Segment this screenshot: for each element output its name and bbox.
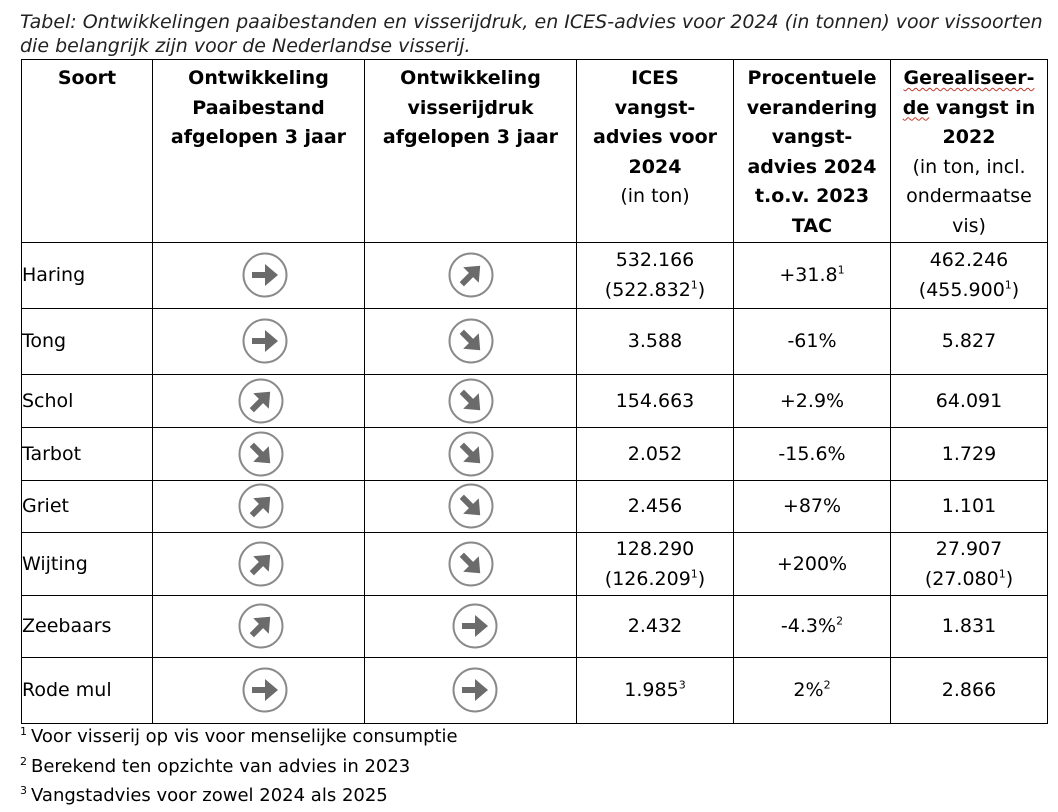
table-row	[22, 308, 1048, 374]
footnote: $^2$ Berekend ten opzichte van advies in 2023	[20, 755, 411, 777]
cell-ices-advies: 128.290 (126.209$^1$)	[577, 532, 734, 595]
cell-procentuele-verandering: $+31.8^1$	[734, 242, 891, 308]
header-gerealiseerde-vangst: Gerealiseer- de vangst in 2022 (in ton, incl. ondermaatse vis)	[891, 60, 1048, 243]
cell-paaibestand	[153, 242, 365, 308]
cell-ices-advies: 2.052	[577, 427, 734, 480]
cell-procentuele-verandering: -15.6%	[734, 427, 891, 480]
arrow-down-right-icon	[447, 430, 495, 478]
cell-ices-advies: 2.456	[577, 480, 734, 532]
cell-soort: Wijting	[22, 532, 153, 595]
cell-gerealiseerde-vangst: 5.827	[891, 308, 1048, 374]
cell-visserijdruk	[365, 308, 577, 374]
arrow-up-right-icon	[237, 602, 285, 650]
cell-visserijdruk	[365, 427, 577, 480]
cell-paaibestand	[153, 374, 365, 427]
arrow-down-right-icon	[447, 482, 495, 530]
cell-visserijdruk	[365, 657, 577, 723]
arrow-up-right-icon	[237, 482, 285, 530]
cell-paaibestand	[153, 308, 365, 374]
cell-ices-advies: 532.166 (522.832$^1$)	[577, 242, 734, 308]
table-row	[22, 480, 1048, 532]
cell-soort: Haring	[22, 242, 153, 308]
header-ices-advies: ICES vangst- advies voor 2024 (in ton)	[577, 60, 734, 243]
cell-paaibestand	[153, 595, 365, 657]
cell-gerealiseerde-vangst: 1.729	[891, 427, 1048, 480]
cell-ices-advies: 3.588	[577, 308, 734, 374]
cell-procentuele-verandering: +87%	[734, 480, 891, 532]
arrow-right-icon	[451, 666, 499, 714]
cell-visserijdruk	[365, 480, 577, 532]
cell-visserijdruk	[365, 242, 577, 308]
arrow-up-right-icon	[237, 540, 285, 588]
cell-soort: Rode mul	[22, 657, 153, 723]
header-paaibestand: Ontwikkeling Paaibestand afgelopen 3 jaar	[153, 60, 365, 243]
cell-paaibestand	[153, 480, 365, 532]
arrow-right-icon	[241, 317, 289, 365]
cell-soort: Tong	[22, 308, 153, 374]
header-row	[22, 60, 1048, 243]
cell-procentuele-verandering: +200%	[734, 532, 891, 595]
cell-gerealiseerde-vangst: 1.101	[891, 480, 1048, 532]
table-row	[22, 532, 1048, 595]
header-procentuele-verandering: Procentuele verandering vangst- advies 2024 t.o.v. 2023 TAC	[734, 60, 891, 243]
cell-visserijdruk	[365, 374, 577, 427]
cell-procentuele-verandering: -4.3%$^2$	[734, 595, 891, 657]
cell-visserijdruk	[365, 532, 577, 595]
cell-ices-advies: 154.663	[577, 374, 734, 427]
arrow-down-right-icon	[447, 377, 495, 425]
arrow-up-right-icon	[447, 251, 495, 299]
cell-ices-advies: 1.985$^3$	[577, 657, 734, 723]
arrow-right-icon	[241, 666, 289, 714]
table-row	[22, 595, 1048, 657]
header-soort: Soort	[22, 60, 153, 243]
header-visserijdruk: Ontwikkeling visserijdruk afgelopen 3 jaar	[365, 60, 577, 243]
arrow-down-right-icon	[237, 430, 285, 478]
cell-gerealiseerde-vangst: 462.246 (455.900$^1$)	[891, 242, 1048, 308]
arrow-up-right-icon	[237, 377, 285, 425]
cell-visserijdruk	[365, 595, 577, 657]
cell-soort: Zeebaars	[22, 595, 153, 657]
cell-soort: Griet	[22, 480, 153, 532]
cell-gerealiseerde-vangst: 27.907 (27.080$^1$)	[891, 532, 1048, 595]
arrow-right-icon	[241, 251, 289, 299]
fish-table	[21, 59, 1048, 724]
cell-paaibestand	[153, 427, 365, 480]
cell-ices-advies: 2.432	[577, 595, 734, 657]
table-row	[22, 242, 1048, 308]
arrow-down-right-icon	[447, 317, 495, 365]
table-row	[22, 427, 1048, 480]
table-row	[22, 657, 1048, 723]
table-row	[22, 374, 1048, 427]
footnote: $^1$ Voor visserij op vis voor menselijke consumptie	[20, 725, 458, 747]
cell-gerealiseerde-vangst: 2.866	[891, 657, 1048, 723]
cell-procentuele-verandering: -61%	[734, 308, 891, 374]
cell-paaibestand	[153, 532, 365, 595]
cell-soort: Tarbot	[22, 427, 153, 480]
arrow-right-icon	[451, 602, 499, 650]
footnote: $^3$ Vangstadvies voor zowel 2024 als 2025	[20, 784, 388, 806]
cell-procentuele-verandering: +2.9%	[734, 374, 891, 427]
cell-paaibestand	[153, 657, 365, 723]
cell-procentuele-verandering: 2%$^2$	[734, 657, 891, 723]
arrow-down-right-icon	[447, 540, 495, 588]
cell-soort: Schol	[22, 374, 153, 427]
table-caption: Tabel: Ontwikkelingen paaibestanden en visserijdruk, en ICES-advies voor 2024 (in tonnen) voor vissoorten die belangrijk zijn voor de Nederlandse visserij.	[20, 11, 1043, 57]
cell-gerealiseerde-vangst: 64.091	[891, 374, 1048, 427]
cell-gerealiseerde-vangst: 1.831	[891, 595, 1048, 657]
